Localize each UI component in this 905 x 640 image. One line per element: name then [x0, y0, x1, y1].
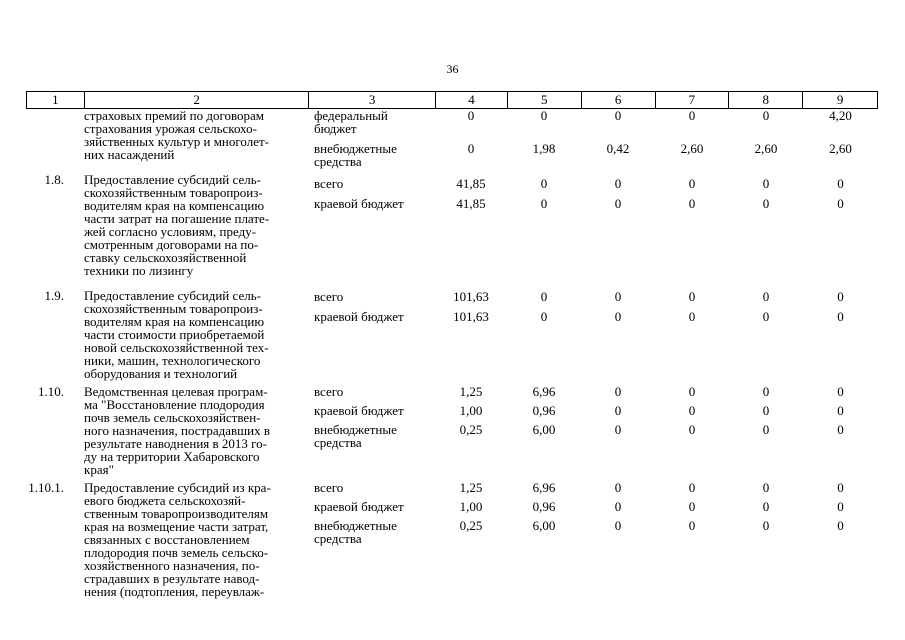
- value-col-7: 0: [688, 289, 696, 304]
- value-col-6: 0: [614, 384, 622, 399]
- value-col-5: 6,00: [532, 422, 556, 437]
- value-col-6: 0: [614, 309, 622, 324]
- value-col-9: 0: [837, 422, 844, 437]
- value-col-9: 0: [837, 309, 844, 324]
- value-col-9: 0: [837, 289, 844, 304]
- value-col-5: 0: [540, 108, 548, 123]
- value-col-7: 0: [688, 403, 696, 418]
- value-col-4: 0,25: [459, 518, 483, 533]
- value-col-6: 0: [614, 518, 622, 533]
- value-col-5: 1,98: [532, 141, 556, 156]
- value-col-8: 0: [762, 108, 770, 123]
- value-col-8: 0: [762, 176, 770, 191]
- value-col-7: 0: [688, 108, 696, 123]
- value-col-9: 0: [837, 384, 844, 399]
- value-col-8: 0: [762, 422, 770, 437]
- value-col-4: 1,00: [459, 403, 483, 418]
- funding-source: внебюджетные средства: [314, 141, 397, 169]
- page-number: 36: [446, 62, 459, 76]
- row-name: страховых премий по договорам страхования урожая сельскохо- зяйственных культур и многолет- них насаждений: [84, 108, 269, 162]
- header-col-1: 1: [52, 92, 59, 107]
- header-col-6: 6: [581, 92, 655, 108]
- value-col-7: 2,60: [680, 141, 704, 156]
- value-col-8: 0: [762, 309, 770, 324]
- value-col-4: 101,63: [453, 309, 489, 324]
- row-number: 1.8.: [44, 172, 64, 187]
- value-col-7: 0: [688, 499, 696, 514]
- value-col-6: 0: [614, 480, 622, 495]
- value-col-5: 0: [540, 309, 548, 324]
- row-name: Предоставление субсидий из кра- евого бюджета сельскохозяй- ственным товаропроизводителям края на возмещение части затрат, связанных с восстановлением плодородия почв земель сельско- хозяйственного назначения, по- страдавших в результате навод- нения (подтопления, переувлаж-: [84, 480, 271, 599]
- value-col-7: 0: [688, 518, 696, 533]
- value-col-4: 0: [467, 141, 475, 156]
- header-col-9: 9: [802, 92, 877, 108]
- row-name: Предоставление субсидий сель- скохозяйственным товаропроиз- водителям края на компенсацию части стоимости приобретаемой новой сельскохозяйственной тех- ники, машин, технологического оборудования и технологий: [84, 288, 269, 381]
- value-col-5: 0: [540, 196, 548, 211]
- value-col-5: 6,00: [532, 518, 556, 533]
- value-col-9: 2,60: [829, 141, 852, 156]
- header-col-5: 5: [507, 92, 581, 108]
- header-col-7: 7: [655, 92, 729, 108]
- value-col-6: 0: [614, 422, 622, 437]
- value-col-5: 0,96: [532, 403, 556, 418]
- value-col-5: 0: [540, 289, 548, 304]
- budget-table: [26, 91, 878, 599]
- value-col-5: 6,96: [532, 480, 556, 495]
- value-col-7: 0: [688, 176, 696, 191]
- value-col-9: 0: [837, 499, 844, 514]
- row-number: 1.9.: [44, 288, 64, 303]
- value-col-6: 0: [614, 289, 622, 304]
- funding-source: внебюджетные средства: [314, 518, 397, 546]
- value-col-9: 0: [837, 518, 844, 533]
- value-col-6: 0: [614, 108, 622, 123]
- value-col-4: 0: [467, 108, 475, 123]
- header-col-8: 8: [728, 92, 802, 108]
- value-col-8: 2,60: [754, 141, 778, 156]
- value-col-8: 0: [762, 499, 770, 514]
- header-col-3: 3: [308, 92, 435, 108]
- value-col-4: 41,85: [456, 176, 486, 191]
- value-col-9: 0: [837, 196, 844, 211]
- value-col-7: 0: [688, 384, 696, 399]
- funding-source: краевой бюджет: [314, 196, 404, 211]
- value-col-6: 0: [614, 403, 622, 418]
- value-col-8: 0: [762, 289, 770, 304]
- value-col-4: 41,85: [456, 196, 486, 211]
- value-col-5: 6,96: [532, 384, 556, 399]
- value-col-6: 0,42: [606, 141, 630, 156]
- header-col-4: 4: [435, 92, 507, 108]
- value-col-7: 0: [688, 422, 696, 437]
- row-number: 1.10.1.: [28, 480, 64, 495]
- value-col-5: 0,96: [532, 499, 556, 514]
- funding-source: краевой бюджет: [314, 309, 404, 324]
- value-col-4: 0,25: [459, 422, 483, 437]
- value-col-8: 0: [762, 384, 770, 399]
- funding-source: краевой бюджет: [314, 499, 404, 514]
- value-col-6: 0: [614, 196, 622, 211]
- value-col-8: 0: [762, 518, 770, 533]
- table-header: [26, 91, 878, 109]
- funding-source: всего: [314, 176, 344, 191]
- value-col-6: 0: [614, 499, 622, 514]
- header-col-2: 2: [84, 92, 308, 108]
- value-col-9: 4,20: [829, 108, 852, 123]
- value-col-9: 0: [837, 403, 844, 418]
- value-col-4: 1,00: [459, 499, 483, 514]
- funding-source: внебюджетные средства: [314, 422, 397, 450]
- value-col-9: 0: [837, 480, 844, 495]
- value-col-4: 101,63: [453, 289, 489, 304]
- row-number: 1.10.: [38, 384, 64, 399]
- value-col-6: 0: [614, 176, 622, 191]
- funding-source: всего: [314, 480, 344, 495]
- funding-source: всего: [314, 384, 344, 399]
- row-name: Ведомственная целевая програм- ма "Восстановление плодородия почв земель сельскохозяйствен- ного назначения, пострадавших в результате наводнения в 2013 го- ду на территории Хабаровского края": [84, 384, 271, 477]
- funding-source: федеральный бюджет: [314, 108, 388, 136]
- value-col-5: 0: [540, 176, 548, 191]
- value-col-4: 1,25: [459, 384, 483, 399]
- value-col-7: 0: [688, 196, 696, 211]
- funding-source: всего: [314, 289, 344, 304]
- value-col-7: 0: [688, 309, 696, 324]
- value-col-8: 0: [762, 196, 770, 211]
- value-col-7: 0: [688, 480, 696, 495]
- funding-source: краевой бюджет: [314, 403, 404, 418]
- value-col-8: 0: [762, 480, 770, 495]
- value-col-9: 0: [837, 176, 844, 191]
- row-name: Предоставление субсидий сель- скохозяйственным товаропроиз- водителям края на компенсацию части затрат на погашение плате- жей согласно условиям, преду- смотренным договорами на по- ставку сельскохозяйственной техники по лизингу: [84, 172, 270, 278]
- value-col-8: 0: [762, 403, 770, 418]
- value-col-4: 1,25: [459, 480, 483, 495]
